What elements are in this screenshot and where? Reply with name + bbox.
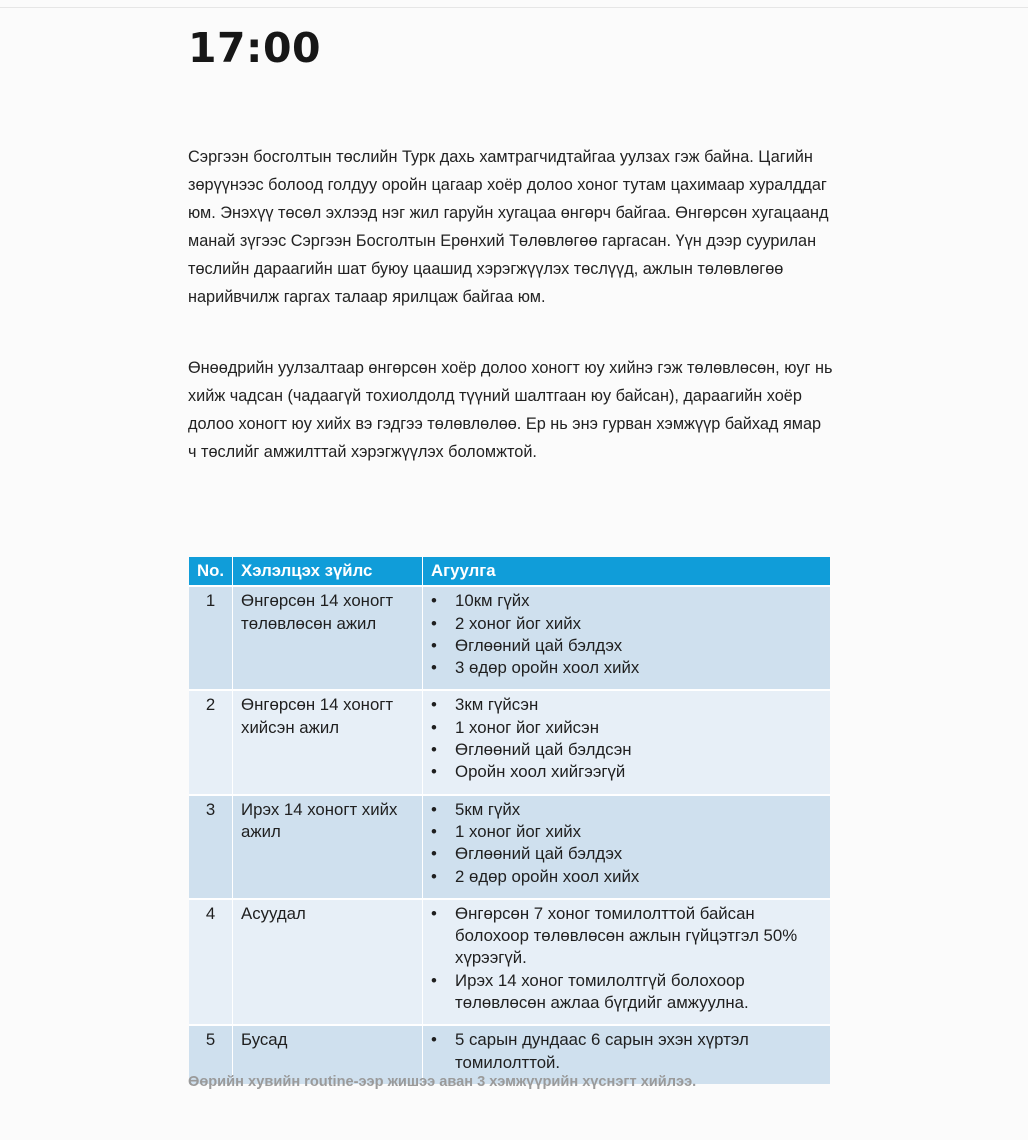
list-item: • 3 өдөр оройн хоол хийх <box>455 657 822 679</box>
content-list <box>431 694 822 783</box>
row-topic: Бусад <box>233 1025 423 1084</box>
list-item: • 2 хоног йог хийх <box>455 613 822 635</box>
list-item: • 3км гүйсэн <box>455 694 822 716</box>
list-item: • 2 өдөр оройн хоол хийх <box>455 866 822 888</box>
row-topic: Ирэх 14 хоногт хийх ажил <box>233 795 423 899</box>
list-item: • 5 сарын дундаас 6 сарын эхэн хүртэл томилолттой. <box>455 1029 822 1074</box>
row-content <box>423 586 830 690</box>
header-content: Агуулга <box>423 557 830 586</box>
table-row <box>189 795 830 899</box>
row-number: 1 <box>189 586 233 690</box>
header-topic: Хэлэлцэх зүйлс <box>233 557 423 586</box>
list-item: • Өглөөний цай бэлдэх <box>455 635 822 657</box>
list-item: • 1 хоног йог хийх <box>455 821 822 843</box>
row-content <box>423 899 830 1025</box>
content-list <box>431 590 822 679</box>
list-item: • 10км гүйх <box>455 590 822 612</box>
table-row <box>189 899 830 1025</box>
agenda-table <box>189 557 830 1084</box>
top-divider <box>0 7 1028 8</box>
table-row <box>189 586 830 690</box>
row-topic: Өнгөрсөн 14 хоногт хийсэн ажил <box>233 690 423 794</box>
page-heading: 17:00 <box>188 24 322 72</box>
list-item: • Өглөөний цай бэлдэх <box>455 843 822 865</box>
content-list <box>431 799 822 888</box>
list-item: • Өнгөрсөн 7 хоног томилолттой байсан болохоор төлөвлөсөн ажлын гүйцэтгэл 50% хүрээгүй. <box>455 903 822 970</box>
table-caption: Өөрийн хувийн routine-ээр жишээ аван 3 хэмжүүрийн хүснэгт хийлээ. <box>188 1074 697 1090</box>
row-number: 5 <box>189 1025 233 1084</box>
row-number: 4 <box>189 899 233 1025</box>
meeting-paragraph: Өнөөдрийн уулзалтаар өнгөрсөн хоёр долоо хоногт юу хийнэ гэж төлөвлөсөн, юуг нь хийж чадсан (чадаагүй тохиолдолд түүний шалтгаан юу байсан), дараагийн хоёр долоо хоногт юу хийх вэ гэдгээ төлөвлөлөө. Ер нь энэ гурван хэмжүүр байхад ямар ч төслийг амжилттай хэрэгжүүлэх боломжтой. <box>188 359 833 461</box>
row-content <box>423 795 830 899</box>
row-number: 2 <box>189 690 233 794</box>
row-content <box>423 690 830 794</box>
list-item: • Өглөөний цай бэлдсэн <box>455 739 822 761</box>
list-item: • 5км гүйх <box>455 799 822 821</box>
table-row <box>189 690 830 794</box>
row-topic: Асуудал <box>233 899 423 1025</box>
row-number: 3 <box>189 795 233 899</box>
content-list <box>431 1029 822 1074</box>
table-header-row <box>189 557 830 586</box>
row-topic: Өнгөрсөн 14 хоногт төлөвлөсөн ажил <box>233 586 423 690</box>
content-list <box>431 903 822 1014</box>
list-item: • Оройн хоол хийгээгүй <box>455 761 822 783</box>
list-item: • Ирэх 14 хоног томилолтгүй болохоор төлөвлөсөн ажлаа бүгдийг амжуулна. <box>455 970 822 1015</box>
intro-paragraph: Сэргээн босголтын төслийн Турк дахь хамтрагчидтайгаа уулзах гэж байна. Цагийн зөрүүнээс болоод голдуу оройн цагаар хоёр долоо хоног тутам цахимаар хуралддаг юм. Энэхүү төсөл эхлээд нэг жил гаруйн хугацаа өнгөрч байгаа. Өнгөрсөн хугацаанд манай зүгээс Сэргээн Босголтын Ерөнхий Төлөвлөгөө гаргасан. Үүн дээр суурилан төслийн дараагийн шат буюу цаашид хэрэгжүүлэх төслүүд, ажлын төлөвлөгөө нарийвчилж гаргах талаар ярилцаж байгаа юм. <box>188 148 829 306</box>
list-item: • 1 хоног йог хийсэн <box>455 717 822 739</box>
header-no: No. <box>189 557 233 586</box>
